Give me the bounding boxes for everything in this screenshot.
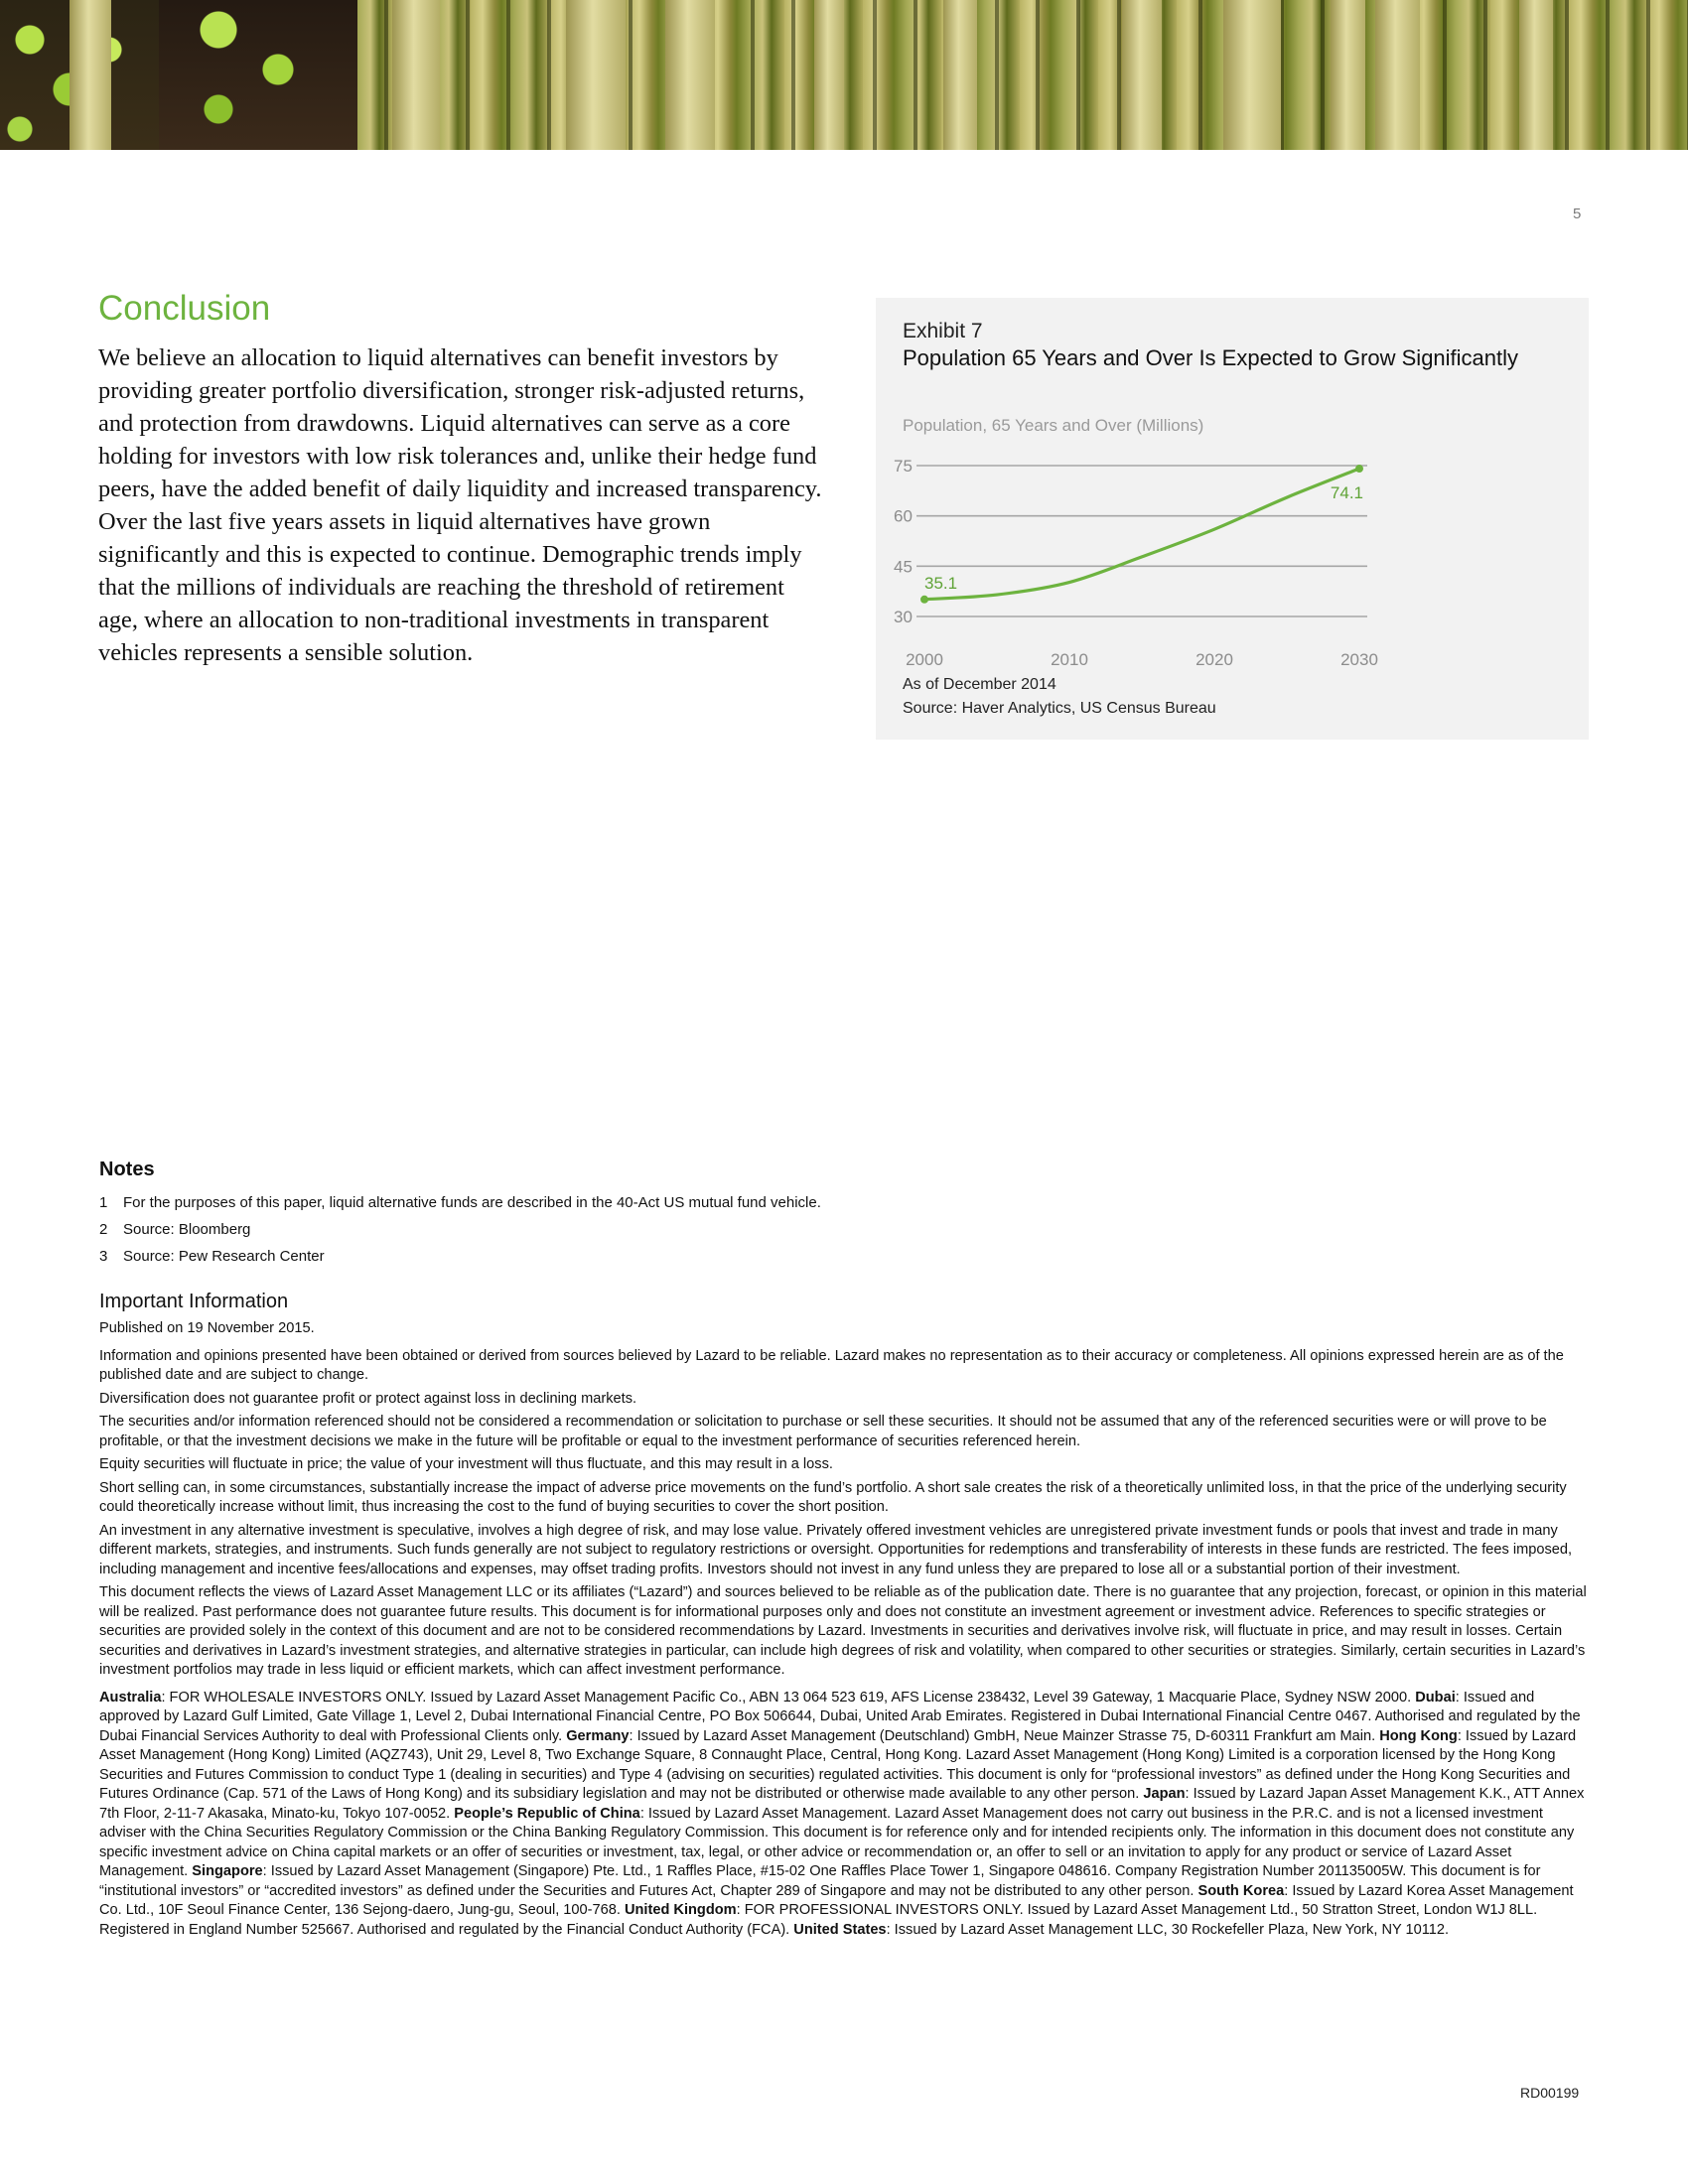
note-number: 2: [99, 1221, 108, 1238]
notes-list: [99, 1189, 1589, 1270]
tree-trunk: [665, 0, 715, 150]
note-item: [99, 1243, 1589, 1270]
important-information-title: Important Information: [99, 1291, 289, 1312]
region-name: Singapore: [192, 1863, 263, 1879]
region-disclosure-text: : Issued by Lazard Asset Management LLC, 30 Rockefeller Plaza, New York, NY 10112.: [886, 1921, 1450, 1938]
tree-trunk: [1122, 0, 1162, 150]
disclaimer-paragraph: The securities and/or information referenced should not be considered a recommendation or solicitation to purchase or sell these securities. It should not be assumed that any of the referenced securities were or will prove to be profitable, or that the investment decisions we make in the future will be profitable or equal to the investment performance of securities referenced herein.: [99, 1414, 1547, 1449]
region-disclosure-text: : Issued by Lazard Asset Management. Lazard Asset Management does not carry out business in the P.R.C. and is not a licensed investment adviser with the China Securities Regulatory Commission or the China Banking Regulatory Commission. This document is for reference only and for intended recipients only. The information in this document does not constitute any specific investment advice on China capital markets or an offer of securities or investment, tax, legal, or other advice or recommendation or, an offer to sell or an invitation to apply for any product or service of Lazard Asset Management.: [99, 1805, 1575, 1879]
y-tick-label: 75: [894, 457, 913, 476]
exhibit-title: Population 65 Years and Over Is Expected to Grow Significantly: [903, 345, 1519, 370]
foliage-decoration: [159, 0, 357, 150]
tree-trunk: [1519, 0, 1553, 150]
exhibit-as-of-date: As of December 2014: [903, 676, 1056, 693]
region-disclosure-text: : Issued by Lazard Asset Management (Deutschland) GmbH, Neue Mainzer Strasse 75, D-60311 Frankfurt am Main.: [629, 1727, 1380, 1744]
region-name: United Kingdom: [624, 1902, 737, 1918]
tree-trunk: [70, 0, 111, 150]
line-chart: [876, 298, 1589, 740]
data-value-label: 74.1: [1330, 483, 1363, 503]
note-item: [99, 1216, 1589, 1243]
note-number: 3: [99, 1248, 108, 1265]
note-item: [99, 1189, 1589, 1216]
exhibit-source: Source: Haver Analytics, US Census Bureau: [903, 700, 1216, 717]
region-disclosure-text: : FOR WHOLESALE INVESTORS ONLY. Issued by Lazard Asset Management Pacific Co., ABN 13 064 523 619, AFS License 238432, Level 39 Gateway, 1 Macquarie Place, Sydney NSW 2000.: [161, 1689, 1416, 1706]
header-photo-forest: [0, 0, 1688, 150]
region-disclosure-text: : Issued by Lazard Asset Management (Hong Kong) Limited (AQZ743), Unit 29, Level 8, Two Exchange Square, 8 Connaught Place, Central, Hong Kong. Lazard Asset Management (Hong Kong) Limited is a corporation licensed by the Hong Kong Securities and Futures Commission to conduct Type 1 (dealing in securities) and Type 4 (advising on securities) regulated activities. This document is only for “professional investors” as defined under the Hong Kong Securities and Futures Ordinance (Cap. 571 of the Laws of Hong Kong) and its subsidiary legislation and may not be distributed or otherwise made available to any other person.: [99, 1727, 1577, 1802]
chart-y-axis-label: Population, 65 Years and Over (Millions): [903, 416, 1204, 435]
disclaimer-paragraph: Short selling can, in some circumstances, substantially increase the impact of adverse price movements on the fund’s portfolio. A short sale creates the risk of a theoretically unlimited loss, in that the price of the underlying security could theoretically increase without limit, thus increasing the cost to the fund of buying securities to cover the short position.: [99, 1479, 1567, 1515]
y-tick-label: 45: [894, 557, 913, 577]
document-code: RD00199: [1520, 2085, 1580, 2101]
regional-disclosures: [99, 1689, 1589, 1941]
section-title-conclusion: Conclusion: [98, 289, 271, 328]
page-number: 5: [1573, 205, 1582, 222]
note-text: Source: Bloomberg: [123, 1221, 251, 1238]
tree-trunk: [1375, 0, 1420, 150]
conclusion-body-text: We believe an allocation to liquid alternatives can benefit investors by providing greater portfolio diversification, stronger risk-adjusted returns, and protection from drawdowns. Liquid alternatives can serve as a core holding for investors with low risk tolerances and, unlike their hedge fund peers, have the added benefit of daily liquidity and increased transparency. Over the last five years assets in liquid alternatives have grown significantly and this is expected to continue. Demographic trends imply that the millions of individuals are reaching the threshold of retirement age, where an allocation to non-traditional investments in transparent vehicles represents a sensible solution.: [98, 344, 822, 666]
tree-trunk: [1223, 0, 1281, 150]
tree-trunk: [814, 0, 844, 150]
exhibit-7-chart-panel: [876, 298, 1589, 740]
disclaimer-paragraph: Information and opinions presented have been obtained or derived from sources believed by Lazard to be reliable. Lazard makes no representation as to their accuracy or completeness. All opinions expressed herein are as of the published date and are subject to change.: [99, 1347, 1564, 1383]
data-point-marker: [1355, 465, 1363, 473]
disclaimer-paragraph: Diversification does not guarantee profit or protect against loss in declining markets.: [99, 1390, 637, 1407]
region-name: People’s Republic of China: [454, 1805, 640, 1822]
x-tick-label: 2030: [1340, 650, 1378, 669]
tree-trunk: [943, 0, 977, 150]
disclaimer-paragraph: Equity securities will fluctuate in price; the value of your investment will thus fluctuate, and this may result in a loss.: [99, 1456, 833, 1472]
notes-title: Notes: [99, 1159, 155, 1180]
region-name: South Korea: [1197, 1882, 1285, 1899]
region-name: United States: [793, 1921, 887, 1938]
tree-trunk: [1331, 0, 1365, 150]
tree-trunk: [566, 0, 626, 150]
note-text: For the purposes of this paper, liquid alternative funds are described in the 40-Act US mutual fund vehicle.: [123, 1194, 821, 1211]
note-number: 1: [99, 1194, 108, 1211]
notes-section: [99, 1159, 1589, 1270]
published-date: Published on 19 November 2015.: [99, 1320, 315, 1336]
region-name: Australia: [99, 1689, 162, 1706]
region-name: Dubai: [1415, 1689, 1456, 1706]
tree-trunk: [392, 0, 440, 150]
y-tick-label: 30: [894, 608, 913, 626]
region-name: Hong Kong: [1379, 1727, 1458, 1744]
data-value-label: 35.1: [924, 573, 958, 593]
region-disclosure-text: : Issued and approved by Lazard Gulf Limited, Gate Village 1, Level 2, Dubai International Financial Centre, PO Box 506644, Dubai, United Arab Emirates. Registered in Dubai International Financial Centre 0467. Authorised and regulated by the Dubai Financial Services Authority to deal with Professional Clients only.: [99, 1689, 1581, 1744]
region-name: Japan: [1143, 1786, 1186, 1802]
data-line: [924, 469, 1359, 600]
data-point-marker: [920, 596, 928, 604]
region-disclosure-text: : Issued by Lazard Asset Management (Singapore) Pte. Ltd., 1 Raffles Place, #15-02 One Raffles Place Tower 1, Singapore 048616. Company Registration Number 201135005W. This document is for “institutional investors” or “accredited investors” as defined under the Securities and Futures Act, Chapter 289 of Singapore and may not be distributed to any other person.: [99, 1863, 1541, 1899]
region-disclosure-text: : Issued by Lazard Korea Asset Management Co. Ltd., 10F Seoul Finance Center, 136 Sejong-daero, Jung-gu, Seoul, 100-768.: [99, 1882, 1574, 1918]
disclaimer-paragraph: This document reflects the views of Lazard Asset Management LLC or its affiliates (“Lazard”) and sources believed to be reliable as of the publication date. There is no guarantee that any projection, forecast, or opinion in this material will be realized. Past performance does not guarantee future results. This document is for informational purposes only and does not constitute an investment agreement or investment advice. References to specific strategies or securities are provided solely in the context of this document and are not to be considered recommendations by Lazard. Investments in securities and derivatives involve risk, will fluctuate in price, and may result in losses. Certain securities and derivatives in Lazard’s investment strategies, and alternative strategies in particular, can include high degrees of risk and volatility, when compared to other securities or strategies. Similarly, certain securities in Lazard’s investment portfolios may trade in less liquid or efficient markets, which can affect investment performance.: [99, 1584, 1587, 1678]
region-disclosure-text: : Issued by Lazard Japan Asset Management K.K., ATT Annex 7th Floor, 2-11-7 Akasaka, Minato-ku, Tokyo 107-0052.: [99, 1786, 1585, 1822]
important-information-section: [99, 1291, 1589, 1944]
x-tick-label: 2000: [906, 650, 943, 669]
exhibit-label: Exhibit 7: [903, 320, 983, 342]
y-tick-label: 60: [894, 506, 913, 526]
x-tick-label: 2020: [1196, 650, 1233, 669]
x-tick-label: 2010: [1051, 650, 1088, 669]
region-name: Germany: [566, 1727, 630, 1744]
disclaimer-paragraph: An investment in any alternative investment is speculative, involves a high degree of risk, and may lose value. Privately offered investment vehicles are unregistered private investment funds or pools that invest and trade in many different markets, strategies, and instruments. Such funds generally are not subject to regulatory restrictions or oversight. Opportunities for redemptions and transferability of interests in these funds are restricted. The fees imposed, including management and incentive fees/allocations and expenses, may offset trading profits. Investors should not invest in any fund unless they are prepared to lose all or a substantial portion of their investment.: [99, 1522, 1573, 1577]
note-text: Source: Pew Research Center: [123, 1248, 325, 1265]
region-disclosure-text: : FOR PROFESSIONAL INVESTORS ONLY. Issued by Lazard Asset Management Ltd., 50 Stratton Street, London W1J 8LL. Registered in England Number 525667. Authorised and regulated by the Financial Conduct Authority (FCA).: [99, 1902, 1538, 1938]
disclaimer-paragraphs: [99, 1347, 1589, 1681]
